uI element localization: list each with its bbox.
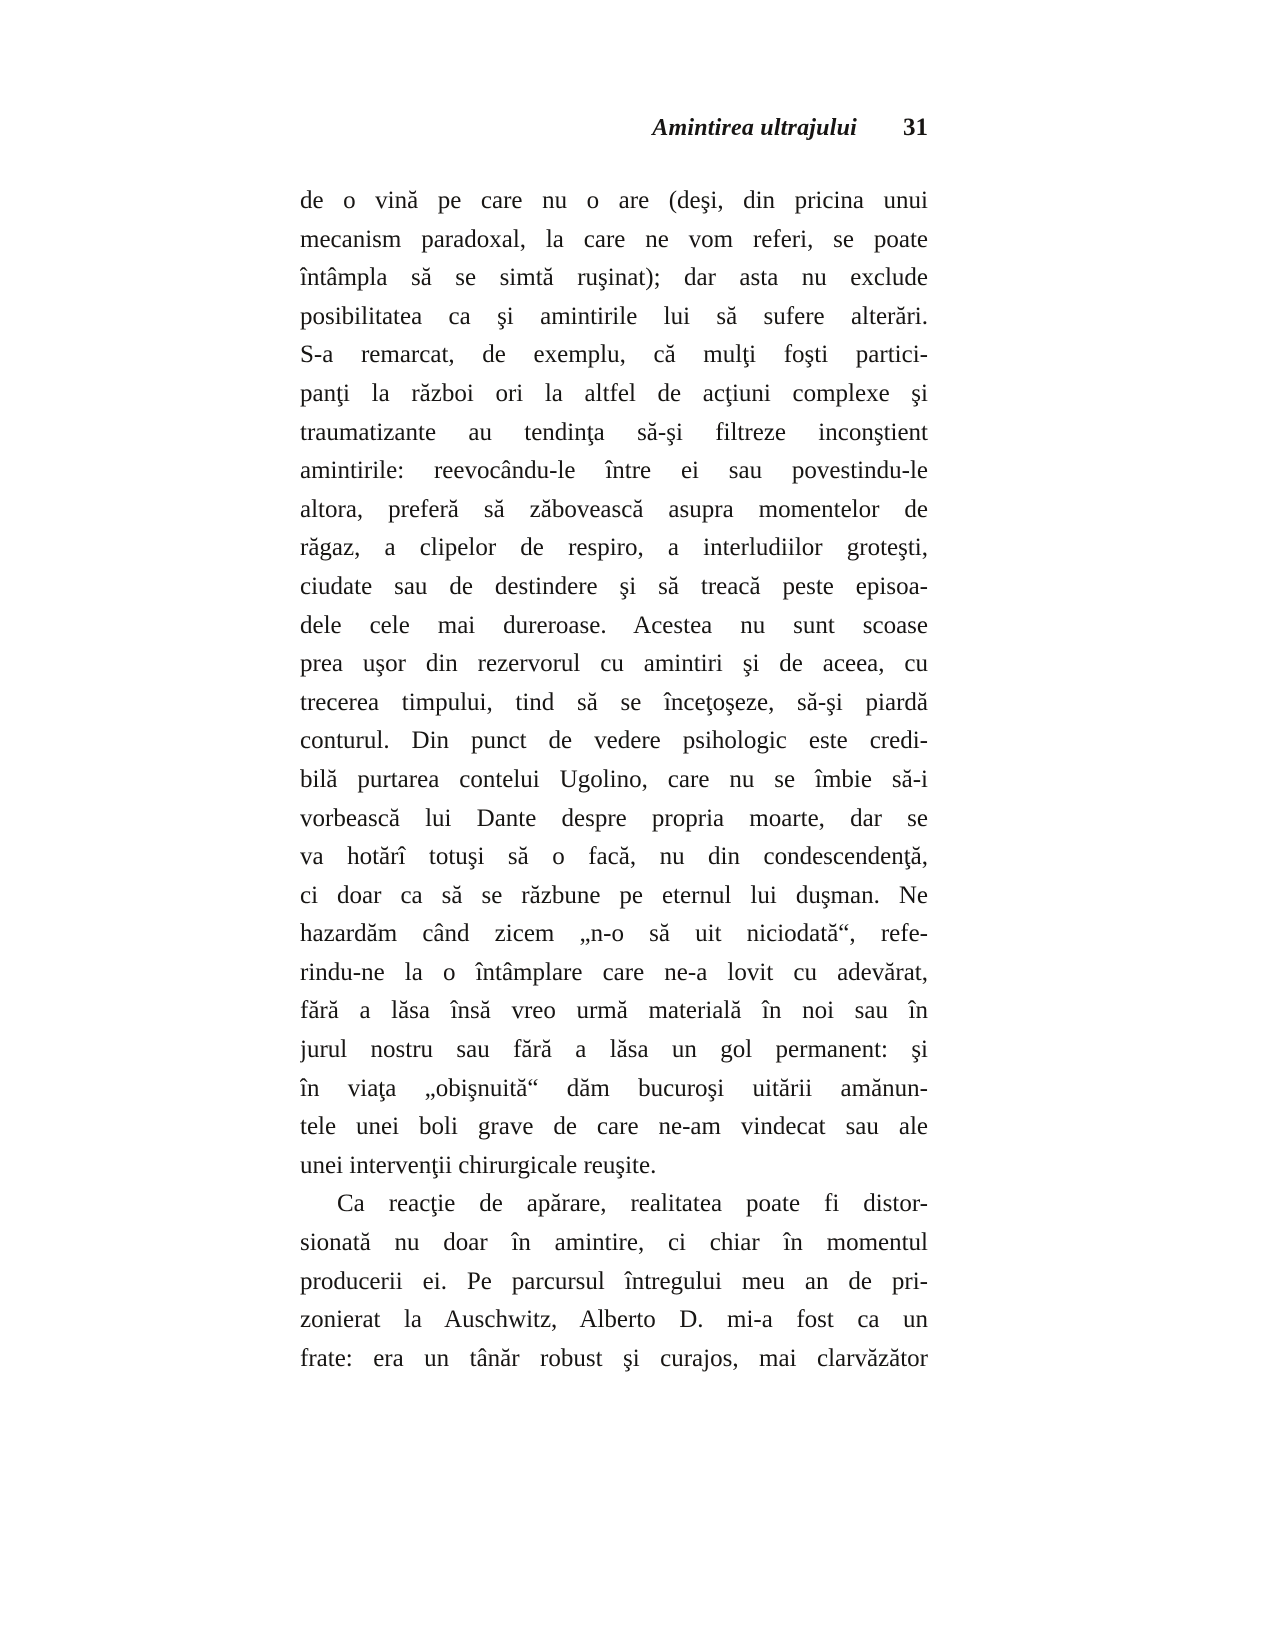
text-line: altora, preferă să zăbovească asupra momentelor de [300, 495, 928, 523]
text-line: posibilitatea ca şi amintirile lui să sufere alterări. [300, 302, 928, 330]
text-line: panţi la război ori la altfel de acţiuni complexe şi [300, 379, 928, 407]
text-line: tele unei boli grave de care ne-am vindecat sau ale [300, 1113, 928, 1141]
text-line: traumatizante au tendinţa să-şi filtreze inconştient [300, 418, 928, 446]
text-line: mecanism paradoxal, la care ne vom referi, se poate [300, 225, 928, 253]
text-line: răgaz, a clipelor de respiro, a interludiilor groteşti, [300, 534, 928, 562]
text-line: unei intervenţii chirurgicale reuşite. [300, 1151, 657, 1179]
text-line: întâmpla să se simtă ruşinat); dar asta nu exclude [300, 264, 928, 292]
text-line: Ca reacţie de apărare, realitatea poate fi distor- [337, 1190, 928, 1218]
text-line: ciudate sau de destindere şi să treacă peste episoa- [300, 572, 928, 600]
text-line: trecerea timpului, tind să se înceţoşeze, să-şi piardă [300, 688, 928, 716]
text-line: conturul. Din punct de vedere psihologic este credi- [300, 727, 928, 755]
page-body [300, 182, 928, 1378]
text-line: S-a remarcat, de exemplu, că mulţi foşti partici- [300, 341, 928, 369]
text-line: hazardăm când zicem „n-o să uit niciodată“, refe- [300, 920, 928, 948]
text-line: prea uşor din rezervorul cu amintiri şi de aceea, cu [300, 650, 928, 678]
text-line: ci doar ca să se răzbune pe eternul lui duşman. Ne [300, 881, 928, 909]
text-line: de o vină pe care nu o are (deşi, din pricina unui [300, 187, 928, 214]
text-line: sionată nu doar în amintire, ci chiar în momentul [300, 1229, 928, 1257]
text-line: frate: era un tânăr robust şi curajos, mai clarvăzător [300, 1344, 928, 1372]
text-line: bilă purtarea contelui Ugolino, care nu se îmbie să-i [300, 765, 928, 793]
text-line: rindu-ne la o întâmplare care ne-a lovit cu adevărat, [300, 958, 928, 986]
page-header [300, 114, 928, 142]
running-title: Amintirea ultrajului [652, 115, 857, 141]
text-line: fără a lăsa însă vreo urmă materială în noi sau în [300, 997, 928, 1025]
page-number: 31 [903, 114, 928, 141]
paragraph [300, 1185, 928, 1378]
paragraph [300, 182, 928, 1185]
text-line: zonierat la Auschwitz, Alberto D. mi-a fost ca un [300, 1306, 928, 1334]
text-line: vorbească lui Dante despre propria moarte, dar se [300, 804, 928, 832]
text-line: dele cele mai dureroase. Acestea nu sunt scoase [300, 611, 928, 639]
text-line: jurul nostru sau fără a lăsa un gol permanent: şi [300, 1036, 928, 1064]
text-line: în viaţa „obişnuită“ dăm bucuroşi uitării amănun- [300, 1074, 928, 1102]
text-line: amintirile: reevocându-le între ei sau povestindu-le [300, 457, 928, 485]
text-line: va hotărî totuşi să o facă, nu din condescendenţă, [300, 843, 928, 871]
text-line: producerii ei. Pe parcursul întregului meu an de pri- [300, 1267, 928, 1295]
